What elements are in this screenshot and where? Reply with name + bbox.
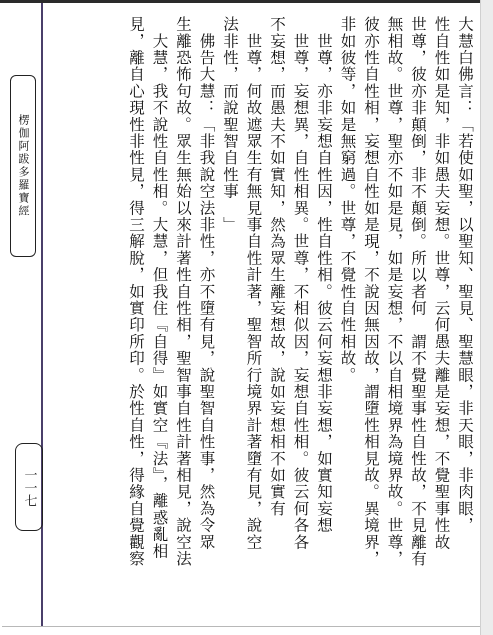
text-column-2: 性自性如是知，非如愚夫妄想。世尊，云何愚夫離是妄想，不覺聖事性故	[432, 16, 451, 551]
book-title-box: 楞伽阿跋多羅寶經	[10, 75, 36, 257]
text-column-7: 世尊，亦非妄想自性因，性自性相。彼云何妄想非妄想，如實知妄想	[315, 16, 333, 534]
text-column-10: 世尊，何故遮眾生有無見事自性計著，聖智所行境界計著墮有見，說空	[244, 16, 263, 551]
text-column-11: 法非性，而說聖智自性事 」	[221, 16, 239, 234]
text-column-3: 世尊，彼亦非顛倒，非不顛倒。所以者何 謂不覺聖事性自性故，不見離有	[409, 16, 427, 568]
text-column-8: 世尊，妄想異，自性相異。世尊，不相似因，妄想自性相。彼云何各各	[291, 16, 310, 551]
text-column-4: 無相故。世尊，聖亦不如是見，如是妄想，不以自相境界為境界故。世尊，	[385, 16, 404, 568]
text-column-15: 見，離自心現性非性見，得三解脫，如實印所印。於性自性，得緣自覺觀察	[127, 16, 145, 568]
scripture-text-area	[44, 16, 476, 620]
text-column-9: 不妄想，而愚夫不如實知，然為眾生離妄想故，說如妄想相不如實有	[268, 16, 286, 517]
text-column-1: 大慧白佛言：「若使如聖，以聖知、聖見、聖慧眼，非天眼，非肉眼，	[456, 16, 474, 534]
text-column-5: 彼亦性自性相，妄想自性如是現，不說因無因故，謂墮性相見故。異境界，	[362, 16, 380, 568]
text-column-12: 佛告大慧：「非我說空法非性，亦不墮有見，說聖智自性事，然為令眾	[197, 16, 216, 551]
text-column-13: 生離恐怖句故。眾生無始以來計著性自性相，聖智事自性計著相見，說空法	[174, 16, 192, 568]
text-column-14: 大慧，我不說性自性相。大慧，但我住『自得』如實空『法』，離惑亂相	[150, 16, 169, 560]
right-scrollbar[interactable]	[480, 0, 493, 635]
page-number-box: 一一七	[15, 443, 43, 531]
margin-column	[2, 3, 43, 626]
text-column-6: 非如彼等，如是無窮過。世尊，不覺性自性相故。	[338, 16, 357, 384]
vertical-columns	[124, 16, 477, 620]
